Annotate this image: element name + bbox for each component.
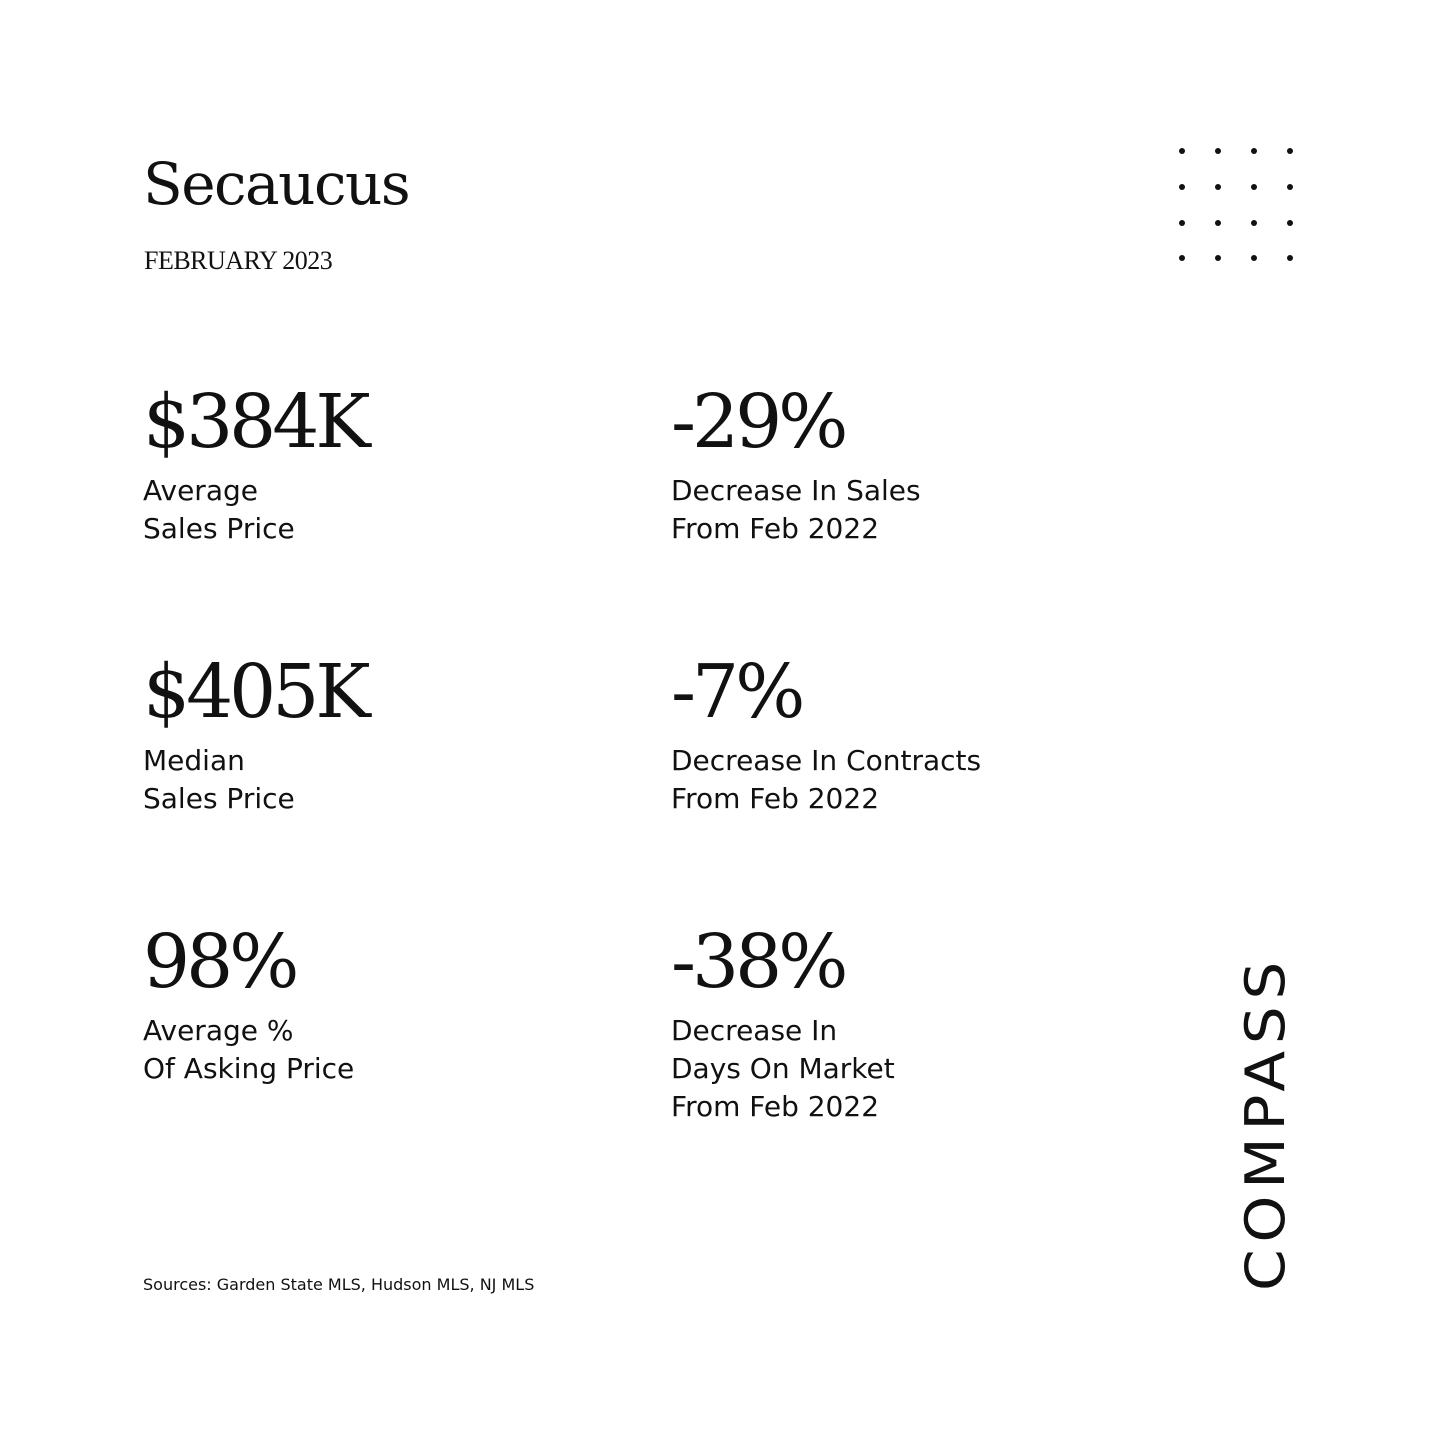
- stat-label-line: Decrease In: [671, 1014, 838, 1047]
- stat-value: $405K: [143, 649, 367, 735]
- page-title: Secaucus: [143, 150, 410, 218]
- stat-sales-decrease: [671, 380, 1131, 548]
- stat-label-line: From Feb 2022: [671, 782, 880, 815]
- stat-label-line: Decrease In Sales: [671, 474, 921, 507]
- stat-label: [671, 742, 1131, 818]
- stat-label-line: Decrease In Contracts: [671, 744, 982, 777]
- logo-text: COMPASS: [1234, 987, 1297, 1291]
- stat-label: [143, 1012, 603, 1088]
- stat-days-on-market-decrease: [671, 920, 1131, 1126]
- stat-label: [671, 472, 1131, 548]
- stat-label-line: From Feb 2022: [671, 1090, 880, 1123]
- stat-label: [671, 1012, 1131, 1126]
- stat-label-line: Days On Market: [671, 1052, 895, 1085]
- dot-grid-icon: [1172, 142, 1298, 268]
- stat-value: -29%: [671, 379, 845, 465]
- stat-label-line: From Feb 2022: [671, 512, 880, 545]
- compass-logo: [1234, 955, 1297, 1295]
- stat-label-line: Sales Price: [143, 782, 295, 815]
- stat-average-sales-price: [143, 380, 603, 548]
- stat-value: -38%: [671, 919, 845, 1005]
- stat-label-line: Average: [143, 474, 258, 507]
- stat-value: -7%: [671, 649, 802, 735]
- stat-label: [143, 742, 603, 818]
- stat-label-line: Average %: [143, 1014, 294, 1047]
- stat-value: $384K: [143, 379, 367, 465]
- stat-value: 98%: [143, 919, 296, 1005]
- stat-average-asking-price: [143, 920, 603, 1088]
- stat-label-line: Median: [143, 744, 245, 777]
- stat-median-sales-price: [143, 650, 603, 818]
- stat-contracts-decrease: [671, 650, 1131, 818]
- stat-label: [143, 472, 603, 548]
- stat-label-line: Of Asking Price: [143, 1052, 355, 1085]
- stat-label-line: Sales Price: [143, 512, 295, 545]
- sources-note: Sources: Garden State MLS, Hudson MLS, NJ MLS: [143, 1275, 535, 1294]
- report-period: FEBRUARY 2023: [144, 246, 333, 275]
